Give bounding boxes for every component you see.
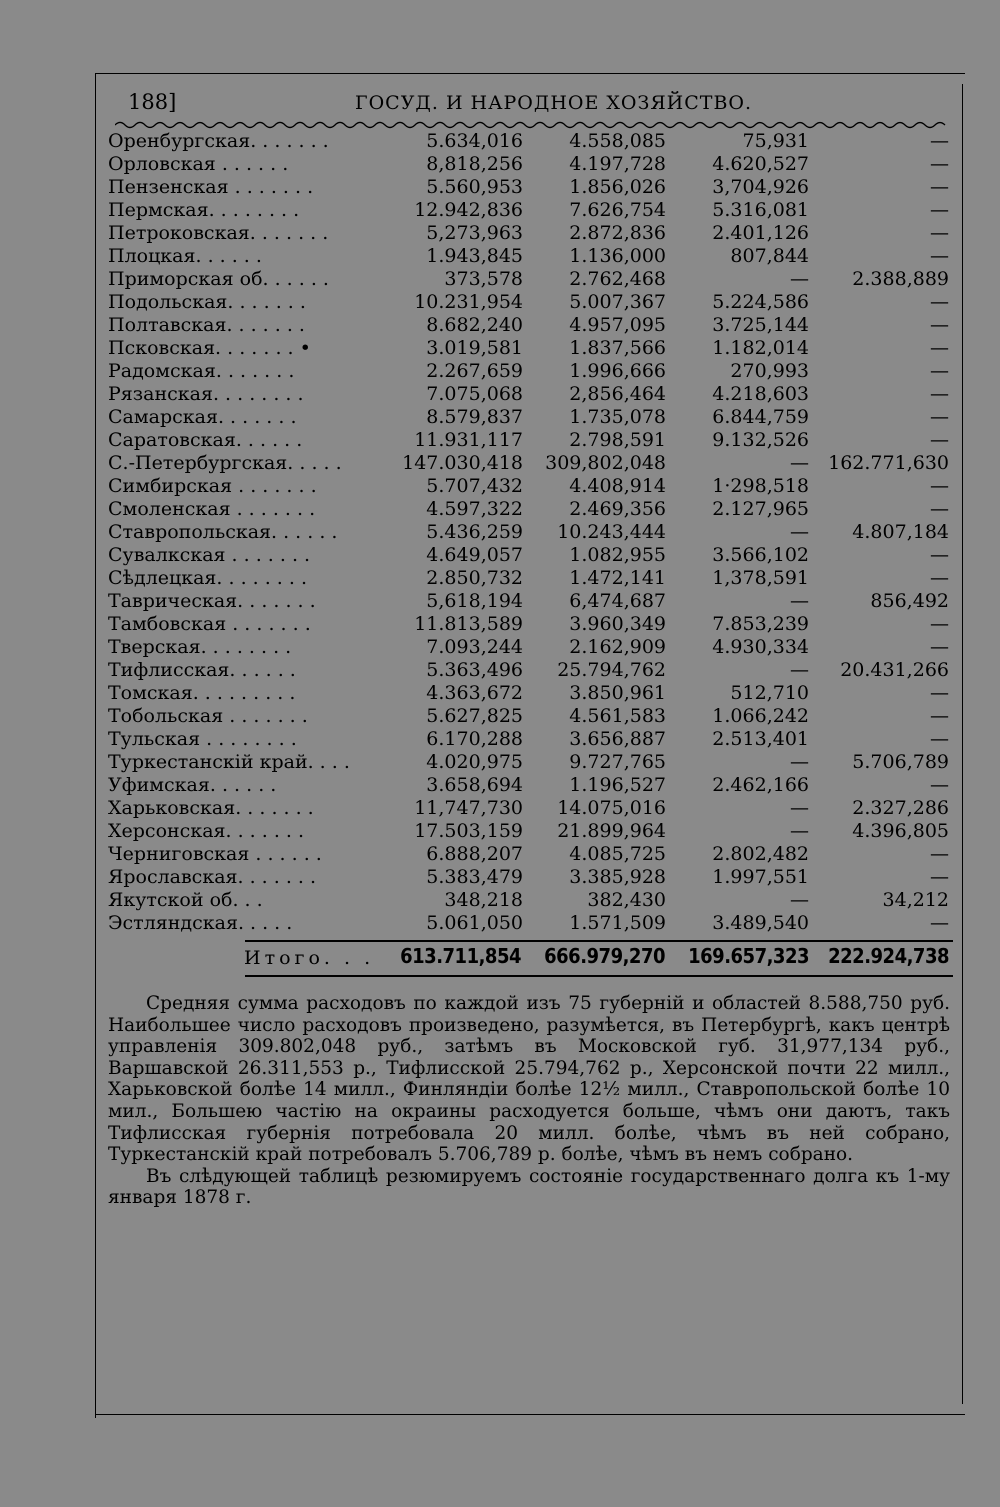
cell-col-1: 147.030,418 <box>402 452 523 474</box>
cell-col-3: 6.844,759 <box>712 406 809 428</box>
cell-col-2: 4.561,583 <box>569 705 666 727</box>
region-name: Псковская. . . . . . . • <box>108 337 311 359</box>
table-row <box>108 866 953 889</box>
cell-col-1: 11,747,730 <box>414 797 523 819</box>
cell-col-4: — <box>930 544 949 566</box>
table-row <box>108 613 953 636</box>
cell-col-3: 1.182,014 <box>712 337 809 359</box>
cell-col-4: — <box>930 636 949 658</box>
cell-col-2: 382,430 <box>587 889 666 911</box>
region-name: Приморская об. . . . . . <box>108 268 329 290</box>
cell-col-1: 5.363,496 <box>426 659 523 681</box>
cell-col-4: 856,492 <box>870 590 949 612</box>
table-row <box>108 521 953 544</box>
region-name: Петроковская. . . . . . . <box>108 222 329 244</box>
cell-col-4: — <box>930 728 949 750</box>
region-name: Симбирская . . . . . . . <box>108 475 317 497</box>
cell-col-2: 7.626,754 <box>569 199 666 221</box>
cell-col-3: 3,704,926 <box>712 176 809 198</box>
page-number: 188] <box>128 90 177 114</box>
region-name: Тульская . . . . . . . . <box>108 728 297 750</box>
cell-col-3: 1·298,518 <box>712 475 809 497</box>
page-frame-right <box>962 84 963 1404</box>
cell-col-4: 2.327,286 <box>852 797 949 819</box>
table-row <box>108 130 953 153</box>
cell-col-3: 2.401,126 <box>712 222 809 244</box>
table-row <box>108 567 953 590</box>
page-frame-left <box>95 73 96 1418</box>
total-col-1: 613.711,854 <box>400 944 521 968</box>
table-row <box>108 820 953 843</box>
region-name: Эстляндская. . . . . <box>108 912 293 934</box>
table-row <box>108 590 953 613</box>
cell-col-1: 2.850,732 <box>426 567 523 589</box>
cell-col-1: 373,578 <box>444 268 523 290</box>
cell-col-1: 8.579,837 <box>426 406 523 428</box>
cell-col-4: — <box>930 498 949 520</box>
paragraph: Средняя сумма расходовъ по каждой изъ 75 губерній и областей 8.588,750 руб. Наибольшее число расходовъ произведено, разумѣется, въ Петербургѣ, какъ центрѣ управленія 309.802,048 руб., затѣмъ въ Московской губ. 31,977,134 руб., Варшавской 26.311,553 р., Тифлисской 25.794,762 р., Херсонской почти 22 милл., Харьковской болѣе 14 милл., Финляндіи болѣе 12½ милл., Ставропольской болѣе 10 мил., Большею частію на окраины расходуется больше, чѣмъ они даютъ, такъ Тифлисская губернія потребовала 20 милл. болѣе, чѣмъ въ ней собрано, Туркестанскій край потребовалъ 5.706,789 р. болѣе, чѣмъ въ немъ собрано. <box>108 993 950 1166</box>
cell-col-3: — <box>790 590 809 612</box>
cell-col-2: 1.735,078 <box>569 406 666 428</box>
table-row <box>108 337 953 360</box>
region-name: Ярославская. . . . . . . <box>108 866 317 888</box>
cell-col-1: 4.363,672 <box>426 682 523 704</box>
region-name: Харьковская. . . . . . . <box>108 797 314 819</box>
cell-col-4: — <box>930 176 949 198</box>
table-row <box>108 268 953 291</box>
region-name: Уфимская. . . . . . <box>108 774 277 796</box>
cell-col-4: — <box>930 475 949 497</box>
cell-col-3: 4.620,527 <box>712 153 809 175</box>
cell-col-4: — <box>930 429 949 451</box>
cell-col-4: — <box>930 567 949 589</box>
region-name: Тобольская . . . . . . . <box>108 705 308 727</box>
cell-col-2: 1.196,527 <box>569 774 666 796</box>
cell-col-2: 1.082,955 <box>569 544 666 566</box>
cell-col-1: 1.943,845 <box>426 245 523 267</box>
cell-col-3: — <box>790 268 809 290</box>
cell-col-1: 11.931,117 <box>414 429 523 451</box>
cell-col-4: — <box>930 406 949 428</box>
cell-col-2: 1.837,566 <box>569 337 666 359</box>
cell-col-4: 4.807,184 <box>852 521 949 543</box>
cell-col-2: 3.385,928 <box>569 866 666 888</box>
cell-col-3: 3.566,102 <box>712 544 809 566</box>
table-row <box>108 659 953 682</box>
cell-col-4: — <box>930 291 949 313</box>
cell-col-4: 162.771,630 <box>828 452 949 474</box>
table-row <box>108 153 953 176</box>
paragraph: Въ слѣдующей таблицѣ резюмируемъ состояніе государственнаго долга къ 1-му января 1878 г. <box>108 1165 950 1209</box>
cell-col-4: — <box>930 866 949 888</box>
cell-col-3: — <box>790 452 809 474</box>
cell-col-2: 2.762,468 <box>569 268 666 290</box>
cell-col-3: 4.930,334 <box>712 636 809 658</box>
totals-top-rule <box>245 940 953 942</box>
cell-col-3: 270,993 <box>730 360 809 382</box>
cell-col-2: 3.850,961 <box>569 682 666 704</box>
cell-col-1: 6.170,288 <box>426 728 523 750</box>
table-row <box>108 751 953 774</box>
cell-col-2: 21.899,964 <box>557 820 666 842</box>
cell-col-1: 5,618,194 <box>426 590 523 612</box>
region-name: Пермская. . . . . . . . <box>108 199 300 221</box>
cell-col-4: — <box>930 682 949 704</box>
table-row <box>108 176 953 199</box>
region-name: С.-Петербургская. . . . . <box>108 452 342 474</box>
cell-col-3: 1,378,591 <box>712 567 809 589</box>
cell-col-4: — <box>930 774 949 796</box>
region-name: Плоцкая. . . . . . <box>108 245 262 267</box>
totals-row <box>108 944 953 974</box>
cell-col-4: 4.396,805 <box>852 820 949 842</box>
cell-col-4: — <box>930 337 949 359</box>
cell-col-2: 1.571,509 <box>569 912 666 934</box>
table-row <box>108 360 953 383</box>
cell-col-1: 5.061,050 <box>426 912 523 934</box>
cell-col-1: 6.888,207 <box>426 843 523 865</box>
cell-col-3: 512,710 <box>730 682 809 704</box>
running-head: ГОСУД. И НАРОДНОЕ ХОЗЯЙСТВО. <box>355 92 753 114</box>
table-row <box>108 843 953 866</box>
table-row <box>108 245 953 268</box>
cell-col-1: 4.649,057 <box>426 544 523 566</box>
region-name: Таврическая. . . . . . . <box>108 590 316 612</box>
cell-col-3: 9.132,526 <box>712 429 809 451</box>
cell-col-2: 4.408,914 <box>569 475 666 497</box>
region-name: Херсонская. . . . . . . <box>108 820 305 842</box>
region-name: Орловская . . . . . . <box>108 153 289 175</box>
cell-col-3: 2.802,482 <box>712 843 809 865</box>
cell-col-1: 5.560,953 <box>426 176 523 198</box>
cell-col-2: 5.007,367 <box>569 291 666 313</box>
total-col-2: 666.979,270 <box>544 944 665 968</box>
cell-col-2: 10.243,444 <box>557 521 666 543</box>
cell-col-1: 17.503,159 <box>414 820 523 842</box>
cell-col-1: 3.658,694 <box>426 774 523 796</box>
cell-col-3: — <box>790 751 809 773</box>
cell-col-1: 5.707,432 <box>426 475 523 497</box>
cell-col-4: — <box>930 245 949 267</box>
cell-col-4: — <box>930 383 949 405</box>
cell-col-2: 4.957,095 <box>569 314 666 336</box>
expense-table <box>108 130 953 935</box>
cell-col-2: 25.794,762 <box>557 659 666 681</box>
cell-col-2: 1.136,000 <box>569 245 666 267</box>
totals-bottom-rule <box>245 975 953 977</box>
cell-col-4: — <box>930 130 949 152</box>
cell-col-2: 4.558,085 <box>569 130 666 152</box>
cell-col-3: — <box>790 521 809 543</box>
cell-col-3: 2.513,401 <box>712 728 809 750</box>
table-row <box>108 429 953 452</box>
region-name: Пензенская . . . . . . . <box>108 176 314 198</box>
total-col-3: 169.657,323 <box>688 944 809 968</box>
cell-col-4: 5.706,789 <box>852 751 949 773</box>
cell-col-1: 5.634,016 <box>426 130 523 152</box>
cell-col-3: 5.316,081 <box>712 199 809 221</box>
cell-col-2: 1.856,026 <box>569 176 666 198</box>
region-name: Оренбургская. . . . . . . <box>108 130 329 152</box>
region-name: Полтавская. . . . . . . <box>108 314 305 336</box>
cell-col-4: 20.431,266 <box>840 659 949 681</box>
page-frame-bottom <box>95 1414 965 1415</box>
cell-col-4: — <box>930 843 949 865</box>
cell-col-1: 5.383,479 <box>426 866 523 888</box>
cell-col-3: 75,931 <box>742 130 809 152</box>
cell-col-2: 2.162,909 <box>569 636 666 658</box>
region-name: Саратовская. . . . . . <box>108 429 303 451</box>
cell-col-2: 1.996,666 <box>569 360 666 382</box>
cell-col-1: 11.813,589 <box>414 613 523 635</box>
cell-col-3: — <box>790 659 809 681</box>
cell-col-1: 348,218 <box>444 889 523 911</box>
table-row <box>108 889 953 912</box>
cell-col-2: 3.656,887 <box>569 728 666 750</box>
cell-col-3: 3.725,144 <box>712 314 809 336</box>
cell-col-2: 1.472,141 <box>569 567 666 589</box>
cell-col-1: 3.019,581 <box>426 337 523 359</box>
region-name: Тамбовская . . . . . . . <box>108 613 311 635</box>
cell-col-2: 2.798,591 <box>569 429 666 451</box>
cell-col-1: 5.436,259 <box>426 521 523 543</box>
cell-col-1: 4.597,322 <box>426 498 523 520</box>
region-name: Якутской об. . . <box>108 889 263 911</box>
cell-col-4: — <box>930 613 949 635</box>
cell-col-2: 4.197,728 <box>569 153 666 175</box>
table-row <box>108 636 953 659</box>
cell-col-4: — <box>930 705 949 727</box>
cell-col-2: 2.469,356 <box>569 498 666 520</box>
table-row <box>108 498 953 521</box>
cell-col-2: 2.872,836 <box>569 222 666 244</box>
cell-col-4: — <box>930 912 949 934</box>
cell-col-4: — <box>930 360 949 382</box>
region-name: Рязанская. . . . . . . . <box>108 383 304 405</box>
cell-col-3: 2.127,965 <box>712 498 809 520</box>
cell-col-3: — <box>790 820 809 842</box>
cell-col-1: 7.093,244 <box>426 636 523 658</box>
body-text <box>108 993 950 1209</box>
cell-col-3: 1.997,551 <box>712 866 809 888</box>
region-name: Самарская. . . . . . . <box>108 406 297 428</box>
table-row <box>108 222 953 245</box>
table-row <box>108 797 953 820</box>
region-name: Черниговская . . . . . . <box>108 843 322 865</box>
region-name: Сѣдлецкая. . . . . . . . <box>108 567 308 589</box>
cell-col-4: 34,212 <box>882 889 949 911</box>
region-name: Ставропольская. . . . . . <box>108 521 338 543</box>
cell-col-3: 5.224,586 <box>712 291 809 313</box>
cell-col-1: 8,818,256 <box>426 153 523 175</box>
cell-col-2: 9.727,765 <box>569 751 666 773</box>
table-row <box>108 406 953 429</box>
cell-col-3: 7.853,239 <box>712 613 809 635</box>
table-row <box>108 544 953 567</box>
total-col-4: 222.924,738 <box>828 944 949 968</box>
cell-col-3: 807,844 <box>730 245 809 267</box>
cell-col-3: — <box>790 797 809 819</box>
cell-col-1: 12.942,836 <box>414 199 523 221</box>
region-name: Тверская. . . . . . . . <box>108 636 292 658</box>
table-row <box>108 452 953 475</box>
cell-col-4: — <box>930 199 949 221</box>
cell-col-2: 6,474,687 <box>569 590 666 612</box>
cell-col-2: 4.085,725 <box>569 843 666 865</box>
region-name: Тифлисская. . . . . . <box>108 659 296 681</box>
cell-col-2: 2,856,464 <box>569 383 666 405</box>
page-frame-top <box>95 73 965 74</box>
table-row <box>108 728 953 751</box>
region-name: Смоленская . . . . . . . <box>108 498 316 520</box>
region-name: Радомская. . . . . . . <box>108 360 295 382</box>
table-row <box>108 199 953 222</box>
cell-col-2: 309,802,048 <box>545 452 666 474</box>
cell-col-2: 3.960,349 <box>569 613 666 635</box>
table-row <box>108 705 953 728</box>
region-name: Сувалкская . . . . . . . <box>108 544 311 566</box>
cell-col-1: 8.682,240 <box>426 314 523 336</box>
cell-col-4: — <box>930 222 949 244</box>
region-name: Туркестанскій край. . . . <box>108 751 350 773</box>
cell-col-2: 14.075,016 <box>557 797 666 819</box>
table-row <box>108 291 953 314</box>
cell-col-1: 5.627,825 <box>426 705 523 727</box>
totals-label: Итого. . . <box>244 947 375 969</box>
cell-col-1: 5,273,963 <box>426 222 523 244</box>
cell-col-1: 4.020,975 <box>426 751 523 773</box>
region-name: Подольская. . . . . . . <box>108 291 306 313</box>
table-row <box>108 774 953 797</box>
table-row <box>108 475 953 498</box>
table-row <box>108 682 953 705</box>
table-row <box>108 314 953 337</box>
cell-col-1: 2.267,659 <box>426 360 523 382</box>
table-row <box>108 383 953 406</box>
cell-col-4: — <box>930 314 949 336</box>
cell-col-3: — <box>790 889 809 911</box>
cell-col-4: 2.388,889 <box>852 268 949 290</box>
cell-col-1: 7.075,068 <box>426 383 523 405</box>
cell-col-3: 1.066,242 <box>712 705 809 727</box>
table-row <box>108 912 953 935</box>
cell-col-3: 3.489,540 <box>712 912 809 934</box>
cell-col-3: 2.462,166 <box>712 774 809 796</box>
cell-col-4: — <box>930 153 949 175</box>
cell-col-3: 4.218,603 <box>712 383 809 405</box>
cell-col-1: 10.231,954 <box>414 291 523 313</box>
region-name: Томская. . . . . . . . . <box>108 682 296 704</box>
